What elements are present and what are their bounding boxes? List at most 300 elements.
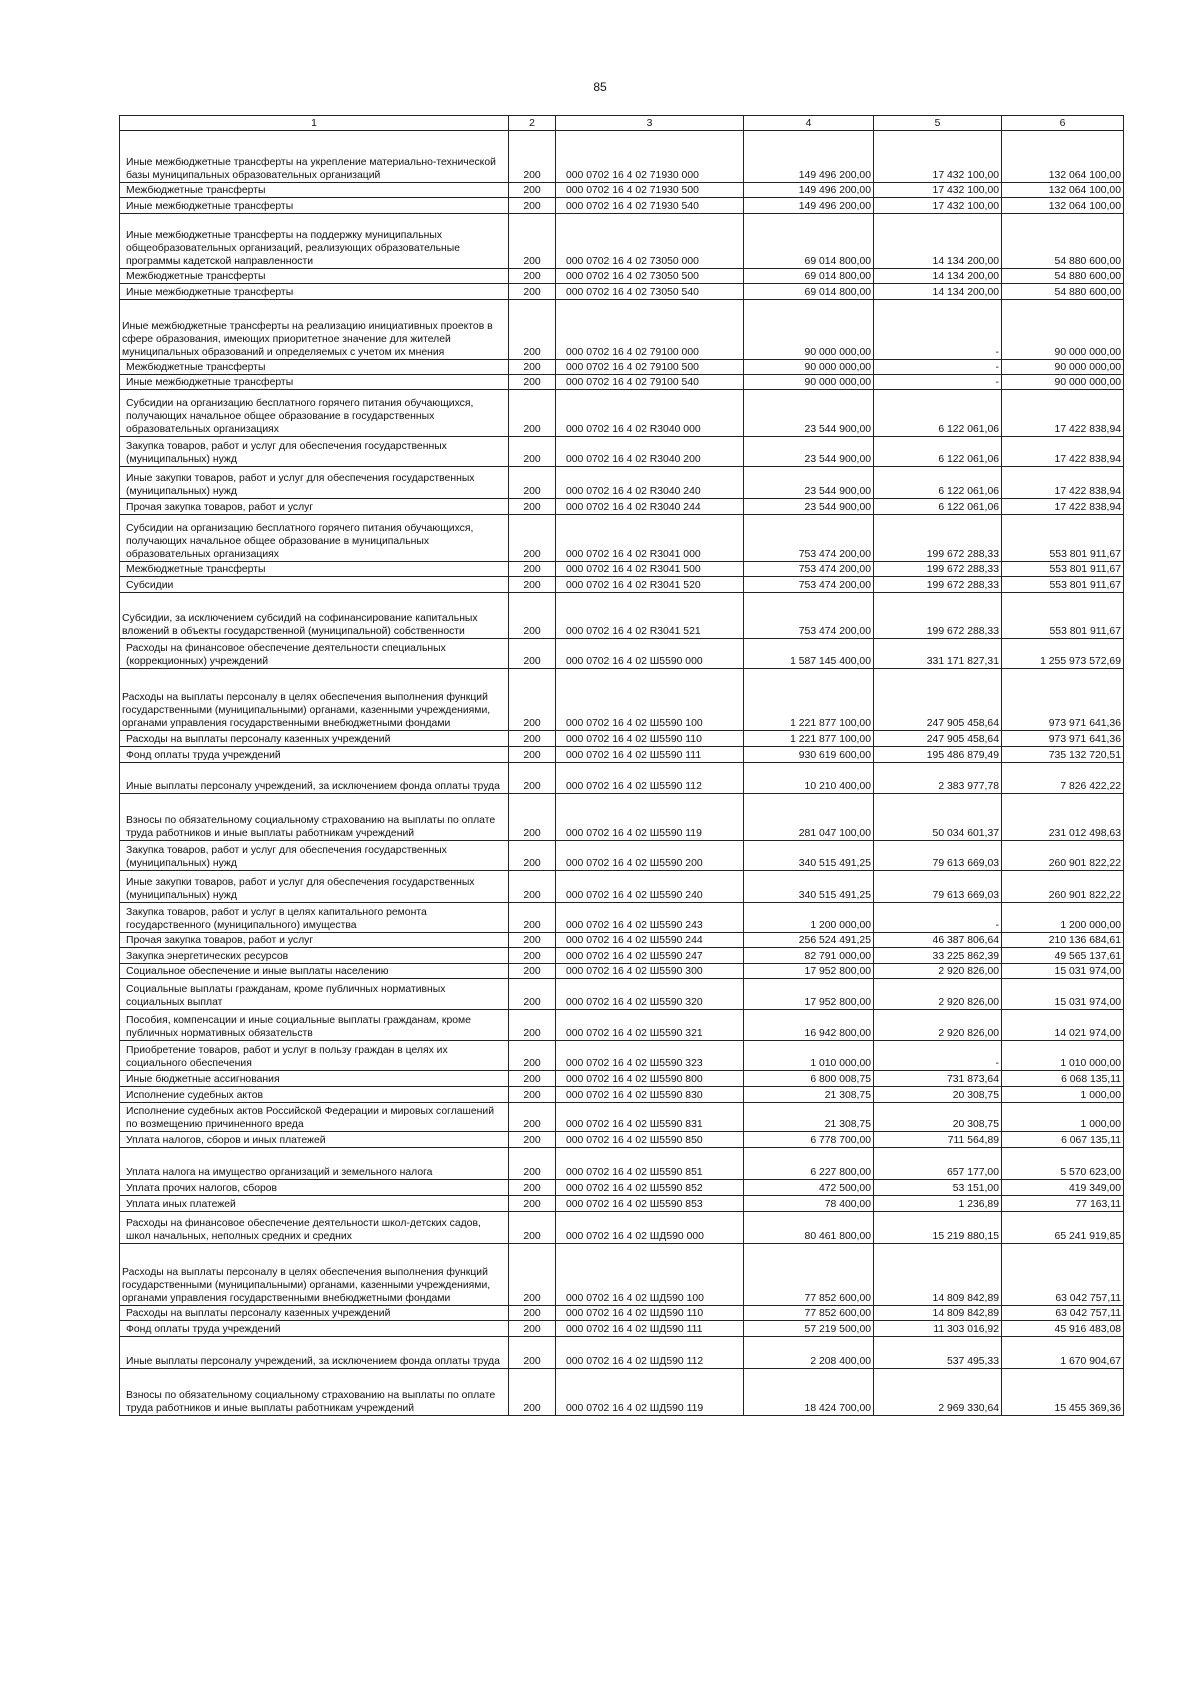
row-group-cell-text: 200 <box>523 549 541 560</box>
row-name-cell-text: Субсидии на организацию бесплатного горячего питания обучающихся, получающих начальное общее образование в муниципальных образовательных организациях <box>126 523 474 560</box>
row-value-col5 <box>874 499 1002 515</box>
row-code-cell <box>556 577 744 593</box>
row-value-col5-text: 199 672 288,33 <box>926 564 999 575</box>
row-value-col6 <box>1002 871 1124 903</box>
row-value-col5-text: - <box>995 920 999 931</box>
table-row <box>120 639 1124 669</box>
row-value-col6 <box>1002 437 1124 467</box>
row-group-cell <box>509 639 556 669</box>
table-body <box>120 131 1124 1416</box>
row-group-cell <box>509 841 556 871</box>
row-code-cell-text: 000 0702 16 4 02 R3040 240 <box>566 486 701 497</box>
row-value-col5-text: 2 920 826,00 <box>938 997 999 1008</box>
row-code-cell-text: 000 0702 16 4 02 Ш5590 323 <box>566 1058 703 1069</box>
table-row <box>120 1103 1124 1132</box>
row-value-col4-text: 753 474 200,00 <box>798 580 871 591</box>
row-value-col5 <box>874 1321 1002 1337</box>
row-code-cell-text: 000 0702 16 4 02 ШД590 100 <box>566 1293 704 1304</box>
header-cell-2: 2 <box>509 116 556 131</box>
row-value-col6-text: 260 901 822,22 <box>1048 890 1121 901</box>
row-value-col6 <box>1002 131 1124 183</box>
row-value-col5-text: 2 920 826,00 <box>938 966 999 977</box>
table-row <box>120 763 1124 794</box>
row-group-cell-text: 200 <box>523 1183 541 1194</box>
row-value-col6 <box>1002 1306 1124 1321</box>
row-value-col4-text: 1 587 145 400,00 <box>790 656 871 667</box>
table-row <box>120 467 1124 499</box>
row-value-col6-text: 63 042 757,11 <box>1055 1293 1121 1304</box>
row-value-col5 <box>874 183 1002 198</box>
row-group-cell <box>509 1071 556 1087</box>
row-group-cell <box>509 763 556 794</box>
row-name-cell <box>120 1306 509 1321</box>
row-group-cell-text: 200 <box>523 1167 541 1178</box>
row-code-cell-text: 000 0702 16 4 02 Ш5590 244 <box>566 935 703 946</box>
row-value-col5-text: 731 873,64 <box>946 1074 999 1085</box>
row-group-cell-text: 200 <box>523 287 541 298</box>
row-value-col5 <box>874 794 1002 841</box>
row-code-cell-text: 000 0702 16 4 02 79100 500 <box>566 362 699 373</box>
row-code-cell-text: 000 0702 16 4 02 73050 500 <box>566 271 699 282</box>
row-group-cell-text: 200 <box>523 502 541 513</box>
row-name-cell <box>120 1087 509 1103</box>
row-code-cell-text: 000 0702 16 4 02 71930 540 <box>566 201 699 212</box>
row-value-col5 <box>874 1244 1002 1306</box>
row-name-cell <box>120 284 509 300</box>
row-group-cell <box>509 903 556 933</box>
row-group-cell <box>509 1321 556 1337</box>
row-value-col4 <box>744 1306 874 1321</box>
row-code-cell <box>556 1212 744 1244</box>
row-group-cell-text: 200 <box>523 362 541 373</box>
row-spacer <box>126 143 506 156</box>
row-spacer <box>126 1153 506 1166</box>
row-code-cell-text: 000 0702 16 4 02 ШД590 111 <box>566 1324 703 1335</box>
row-group-cell-text: 200 <box>523 656 541 667</box>
row-value-col4-text: 23 544 900,00 <box>804 502 871 513</box>
row-value-col4-text: 90 000 000,00 <box>804 347 871 358</box>
row-code-cell <box>556 903 744 933</box>
row-code-cell-text: 000 0702 16 4 02 79100 540 <box>566 377 699 388</box>
row-value-col5-text: 199 672 288,33 <box>926 549 999 560</box>
row-code-cell <box>556 841 744 871</box>
row-code-cell-text: 000 0702 16 4 02 ШД590 000 <box>566 1231 704 1242</box>
row-group-cell-text: 200 <box>523 564 541 575</box>
table-row <box>120 1071 1124 1087</box>
row-value-col6-text: 63 042 757,11 <box>1055 1308 1121 1319</box>
row-value-col6 <box>1002 948 1124 964</box>
row-code-cell-text: 000 0702 16 4 02 Ш5590 110 <box>566 734 702 745</box>
row-value-col6-text: 1 670 904,67 <box>1060 1356 1121 1367</box>
row-code-cell-text: 000 0702 16 4 02 Ш5590 321 <box>566 1028 703 1039</box>
row-name-cell-text: Социальные выплаты гражданам, кроме публичных нормативных социальных выплат <box>126 984 446 1008</box>
row-value-col4-text: 149 496 200,00 <box>798 201 871 212</box>
row-value-col6-text: 90 000 000,00 <box>1054 377 1121 388</box>
row-code-cell <box>556 1244 744 1306</box>
row-group-cell-text: 200 <box>523 1135 541 1146</box>
row-name-cell <box>120 1071 509 1087</box>
row-value-col6 <box>1002 375 1124 390</box>
row-value-col5 <box>874 1196 1002 1212</box>
row-value-col5 <box>874 1180 1002 1196</box>
row-value-col5-text: 247 905 458,64 <box>926 718 999 729</box>
row-group-cell <box>509 1103 556 1132</box>
header-cell-4: 4 <box>744 116 874 131</box>
row-group-cell-text: 200 <box>523 828 541 839</box>
row-name-cell <box>120 183 509 198</box>
row-name-cell-text: Субсидии на организацию бесплатного горячего питания обучающихся, получающих начальное общее образование в государственных образовательных организациях <box>126 398 474 435</box>
row-value-col4-text: 256 524 491,25 <box>798 935 871 946</box>
row-value-col6-text: 14 021 974,00 <box>1054 1028 1121 1039</box>
row-code-cell-text: 000 0702 16 4 02 Ш5590 111 <box>566 750 702 761</box>
row-value-col5-text: 2 920 826,00 <box>938 1028 999 1039</box>
row-code-cell-text: 000 0702 16 4 02 R3040 200 <box>566 454 701 465</box>
row-name-cell-text: Расходы на выплаты персоналу казенных учреждений <box>126 1308 391 1319</box>
table-row <box>120 669 1124 731</box>
row-group-cell-text: 200 <box>523 454 541 465</box>
row-value-col4 <box>744 1071 874 1087</box>
row-group-cell-text: 200 <box>523 966 541 977</box>
row-code-cell <box>556 1321 744 1337</box>
row-value-col4 <box>744 1244 874 1306</box>
row-name-cell <box>120 562 509 577</box>
row-value-col6 <box>1002 269 1124 284</box>
header-cell-3: 3 <box>556 116 744 131</box>
row-value-col6-text: 90 000 000,00 <box>1054 347 1121 358</box>
row-value-col6 <box>1002 669 1124 731</box>
row-value-col4-text: 18 424 700,00 <box>804 1403 871 1414</box>
row-group-cell <box>509 794 556 841</box>
row-name-cell <box>120 933 509 948</box>
row-value-col4-text: 21 308,75 <box>824 1090 871 1101</box>
table-row <box>120 1369 1124 1416</box>
row-value-col4 <box>744 933 874 948</box>
row-code-cell-text: 000 0702 16 4 02 R3041 521 <box>566 626 701 637</box>
row-code-cell <box>556 269 744 284</box>
row-value-col4 <box>744 1212 874 1244</box>
header-row <box>120 116 1124 131</box>
row-code-cell-text: 000 0702 16 4 02 Ш5590 000 <box>566 656 703 667</box>
row-value-col6-text: 77 163,11 <box>1075 1199 1121 1210</box>
row-group-cell <box>509 669 556 731</box>
row-spacer <box>126 216 506 229</box>
row-value-col5-text: 6 122 061,06 <box>938 502 999 513</box>
table-row <box>120 269 1124 284</box>
row-value-col5 <box>874 1071 1002 1087</box>
row-name-cell <box>120 1103 509 1132</box>
row-name-cell-text: Иные межбюджетные трансферты на реализацию инициативных проектов в сфере образования, имеющих приоритетное значение для жителей муниципальных образований и определяемых с учетом их мнения <box>122 321 493 358</box>
row-code-cell-text: 000 0702 16 4 02 Ш5590 850 <box>566 1135 703 1146</box>
row-value-col4 <box>744 562 874 577</box>
row-value-col4-text: 1 200 000,00 <box>810 920 871 931</box>
row-value-col5 <box>874 214 1002 269</box>
row-value-col5 <box>874 577 1002 593</box>
row-group-cell <box>509 1148 556 1180</box>
row-value-col5-text: 53 151,00 <box>952 1183 999 1194</box>
table-row <box>120 1244 1124 1306</box>
row-group-cell <box>509 1041 556 1071</box>
row-value-col4-text: 17 952 800,00 <box>804 966 871 977</box>
row-value-col6 <box>1002 1212 1124 1244</box>
row-value-col4-text: 10 210 400,00 <box>804 781 871 792</box>
row-value-col4-text: 6 778 700,00 <box>810 1135 871 1146</box>
row-value-col5-text: 6 122 061,06 <box>938 424 999 435</box>
row-code-cell <box>556 1103 744 1132</box>
row-name-cell <box>120 577 509 593</box>
table-row <box>120 214 1124 269</box>
row-value-col6 <box>1002 183 1124 198</box>
row-group-cell-text: 200 <box>523 580 541 591</box>
row-code-cell <box>556 300 744 360</box>
row-value-col6-text: 6 068 135,11 <box>1061 1074 1121 1085</box>
row-code-cell-text: 000 0702 16 4 02 Ш5590 300 <box>566 966 703 977</box>
table-row <box>120 390 1124 437</box>
row-name-cell-text: Субсидии, за исключением субсидий на софинансирование капитальных вложений в объекты государственной (муниципальной) собственности <box>122 613 478 637</box>
table-row <box>120 437 1124 467</box>
row-group-cell-text: 200 <box>523 1119 541 1130</box>
row-value-col5-text: - <box>995 1058 999 1069</box>
row-value-col6-text: 7 826 422,22 <box>1060 781 1121 792</box>
row-value-col5 <box>874 360 1002 375</box>
row-group-cell-text: 200 <box>523 734 541 745</box>
row-value-col4 <box>744 1180 874 1196</box>
row-group-cell <box>509 390 556 437</box>
row-value-col6 <box>1002 1244 1124 1306</box>
row-group-cell <box>509 467 556 499</box>
row-value-col5 <box>874 593 1002 639</box>
row-name-cell-text: Иные закупки товаров, работ и услуг для обеспечения государственных (муниципальных) нужд <box>126 877 475 901</box>
row-code-cell-text: 000 0702 16 4 02 Ш5590 831 <box>566 1119 703 1130</box>
row-value-col4-text: 753 474 200,00 <box>798 564 871 575</box>
row-value-col4-text: 149 496 200,00 <box>798 170 871 181</box>
row-group-cell <box>509 979 556 1010</box>
row-value-col6-text: 973 971 641,36 <box>1048 734 1121 745</box>
row-group-cell-text: 200 <box>523 170 541 181</box>
row-value-col4-text: 1 221 877 100,00 <box>790 734 871 745</box>
row-code-cell-text: 000 0702 16 4 02 Ш5590 853 <box>566 1199 703 1210</box>
row-name-cell <box>120 639 509 669</box>
row-code-cell <box>556 948 744 964</box>
row-value-col5 <box>874 639 1002 669</box>
row-name-cell <box>120 360 509 375</box>
row-value-col6 <box>1002 794 1124 841</box>
row-value-col6 <box>1002 1071 1124 1087</box>
row-value-col6 <box>1002 198 1124 214</box>
row-name-cell <box>120 1180 509 1196</box>
row-group-cell <box>509 269 556 284</box>
row-value-col5 <box>874 933 1002 948</box>
row-value-col6 <box>1002 467 1124 499</box>
row-name-cell <box>120 1212 509 1244</box>
row-code-cell <box>556 871 744 903</box>
row-code-cell <box>556 1337 744 1369</box>
table-row <box>120 979 1124 1010</box>
row-group-cell <box>509 1369 556 1416</box>
row-name-cell <box>120 214 509 269</box>
row-group-cell-text: 200 <box>523 1231 541 1242</box>
row-group-cell-text: 200 <box>523 890 541 901</box>
row-value-col6-text: 553 801 911,67 <box>1049 549 1121 560</box>
row-value-col5 <box>874 964 1002 979</box>
row-code-cell-text: 000 0702 16 4 02 R3040 000 <box>566 424 701 435</box>
row-value-col4 <box>744 390 874 437</box>
row-value-col6 <box>1002 763 1124 794</box>
row-value-col5-text: 199 672 288,33 <box>926 580 999 591</box>
table-row <box>120 1180 1124 1196</box>
row-code-cell-text: 000 0702 16 4 02 ШД590 119 <box>566 1403 704 1414</box>
table-row <box>120 871 1124 903</box>
table-row <box>120 1132 1124 1148</box>
row-value-col6-text: 553 801 911,67 <box>1049 564 1121 575</box>
table-row <box>120 1148 1124 1180</box>
row-value-col6-text: 735 132 720,51 <box>1048 750 1121 761</box>
row-value-col5-text: 537 495,33 <box>946 1356 999 1367</box>
row-value-col5-text: 331 171 827,31 <box>926 656 999 667</box>
row-value-col4-text: 472 500,00 <box>818 1183 871 1194</box>
table-row <box>120 841 1124 871</box>
row-value-col6 <box>1002 499 1124 515</box>
row-value-col5-text: 17 432 100,00 <box>932 170 999 181</box>
row-value-col5 <box>874 731 1002 747</box>
row-value-col4-text: 340 515 491,25 <box>798 890 871 901</box>
row-value-col4-text: 753 474 200,00 <box>798 549 871 560</box>
row-value-col6 <box>1002 284 1124 300</box>
row-value-col6-text: 17 422 838,94 <box>1054 486 1121 497</box>
row-value-col4 <box>744 747 874 763</box>
row-code-cell-text: 000 0702 16 4 02 Ш5590 119 <box>566 828 702 839</box>
row-group-cell <box>509 183 556 198</box>
row-code-cell-text: 000 0702 16 4 02 71930 000 <box>566 170 699 181</box>
row-value-col4-text: 90 000 000,00 <box>804 362 871 373</box>
row-value-col6 <box>1002 577 1124 593</box>
row-name-cell-text: Иные закупки товаров, работ и услуг для обеспечения государственных (муниципальных) нужд <box>126 473 475 497</box>
row-value-col5-text: 15 219 880,15 <box>932 1231 999 1242</box>
row-value-col5-text: 50 034 601,37 <box>932 828 999 839</box>
row-code-cell-text: 000 0702 16 4 02 ШД590 112 <box>566 1356 704 1367</box>
row-value-col5-text: 247 905 458,64 <box>926 734 999 745</box>
row-group-cell <box>509 300 556 360</box>
row-code-cell-text: 000 0702 16 4 02 ШД590 110 <box>566 1308 704 1319</box>
row-value-col6-text: 45 916 483,08 <box>1054 1324 1121 1335</box>
row-name-cell <box>120 375 509 390</box>
row-code-cell <box>556 1148 744 1180</box>
row-group-cell-text: 200 <box>523 858 541 869</box>
row-code-cell <box>556 669 744 731</box>
row-value-col6-text: 1 010 000,00 <box>1060 1058 1121 1069</box>
row-value-col6 <box>1002 593 1124 639</box>
row-code-cell <box>556 747 744 763</box>
row-code-cell <box>556 1306 744 1321</box>
row-code-cell-text: 000 0702 16 4 02 73050 000 <box>566 256 699 267</box>
row-code-cell <box>556 499 744 515</box>
row-group-cell <box>509 964 556 979</box>
table-row <box>120 375 1124 390</box>
row-value-col5 <box>874 467 1002 499</box>
row-group-cell <box>509 871 556 903</box>
row-value-col4-text: 90 000 000,00 <box>804 377 871 388</box>
table-row <box>120 1087 1124 1103</box>
row-name-cell-text: Уплата иных платежей <box>126 1199 236 1210</box>
row-value-col4 <box>744 577 874 593</box>
row-code-cell <box>556 375 744 390</box>
row-value-col6-text: 15 031 974,00 <box>1054 997 1121 1008</box>
row-group-cell <box>509 1087 556 1103</box>
row-value-col5 <box>874 269 1002 284</box>
row-group-cell <box>509 1132 556 1148</box>
row-name-cell <box>120 1010 509 1041</box>
row-value-col4 <box>744 131 874 183</box>
row-group-cell-text: 200 <box>523 271 541 282</box>
row-code-cell-text: 000 0702 16 4 02 Ш5590 200 <box>566 858 703 869</box>
row-value-col4 <box>744 1132 874 1148</box>
row-value-col5 <box>874 1041 1002 1071</box>
row-value-col5-text: 11 303 016,92 <box>933 1324 999 1335</box>
table-row <box>120 903 1124 933</box>
budget-table <box>119 115 1124 1416</box>
table-row <box>120 933 1124 948</box>
row-value-col6 <box>1002 1087 1124 1103</box>
row-value-col4-text: 23 544 900,00 <box>804 424 871 435</box>
row-name-cell <box>120 794 509 841</box>
row-group-cell <box>509 1010 556 1041</box>
row-value-col5-text: 20 308,75 <box>952 1119 999 1130</box>
row-value-col5-text: 14 134 200,00 <box>932 256 999 267</box>
row-code-cell <box>556 1041 744 1071</box>
row-value-col5-text: 14 809 842,89 <box>932 1293 999 1304</box>
row-value-col4 <box>744 1041 874 1071</box>
row-value-col6-text: 5 570 623,00 <box>1060 1167 1121 1178</box>
row-value-col5-text: 14 134 200,00 <box>932 287 999 298</box>
row-group-cell-text: 200 <box>523 1028 541 1039</box>
row-value-col4 <box>744 639 874 669</box>
row-value-col4-text: 340 515 491,25 <box>798 858 871 869</box>
row-value-col4 <box>744 437 874 467</box>
row-value-col5 <box>874 903 1002 933</box>
row-code-cell <box>556 515 744 562</box>
row-value-col4-text: 69 014 800,00 <box>804 287 871 298</box>
row-code-cell-text: 000 0702 16 4 02 Ш5590 800 <box>566 1074 703 1085</box>
row-value-col6 <box>1002 390 1124 437</box>
row-code-cell-text: 000 0702 16 4 02 Ш5590 100 <box>566 718 703 729</box>
row-code-cell <box>556 593 744 639</box>
row-name-cell-text: Межбюджетные трансферты <box>126 564 266 575</box>
row-value-col5-text: 14 134 200,00 <box>932 271 999 282</box>
header-cell-1: 1 <box>120 116 509 131</box>
row-value-col6-text: 1 000,00 <box>1080 1090 1121 1101</box>
row-name-cell <box>120 871 509 903</box>
row-code-cell <box>556 1196 744 1212</box>
row-name-cell <box>120 300 509 360</box>
row-name-cell-text: Иные межбюджетные трансферты <box>126 287 294 298</box>
row-group-cell-text: 200 <box>523 1324 541 1335</box>
row-value-col5 <box>874 131 1002 183</box>
row-code-cell-text: 000 0702 16 4 02 Ш5590 851 <box>566 1167 703 1178</box>
row-value-col6-text: 17 422 838,94 <box>1054 454 1121 465</box>
row-group-cell-text: 200 <box>523 347 541 358</box>
row-value-col6-text: 54 880 600,00 <box>1054 256 1121 267</box>
table-row <box>120 183 1124 198</box>
row-group-cell <box>509 499 556 515</box>
row-name-cell-text: Иные межбюджетные трансферты <box>126 377 294 388</box>
row-value-col6 <box>1002 747 1124 763</box>
row-value-col6 <box>1002 1180 1124 1196</box>
header-cell-5: 5 <box>874 116 1002 131</box>
row-value-col6-text: 553 801 911,67 <box>1049 626 1121 637</box>
row-code-cell-text: 000 0702 16 4 02 73050 540 <box>566 287 699 298</box>
table-row <box>120 300 1124 360</box>
row-value-col5 <box>874 1087 1002 1103</box>
row-value-col4-text: 2 208 400,00 <box>810 1356 871 1367</box>
